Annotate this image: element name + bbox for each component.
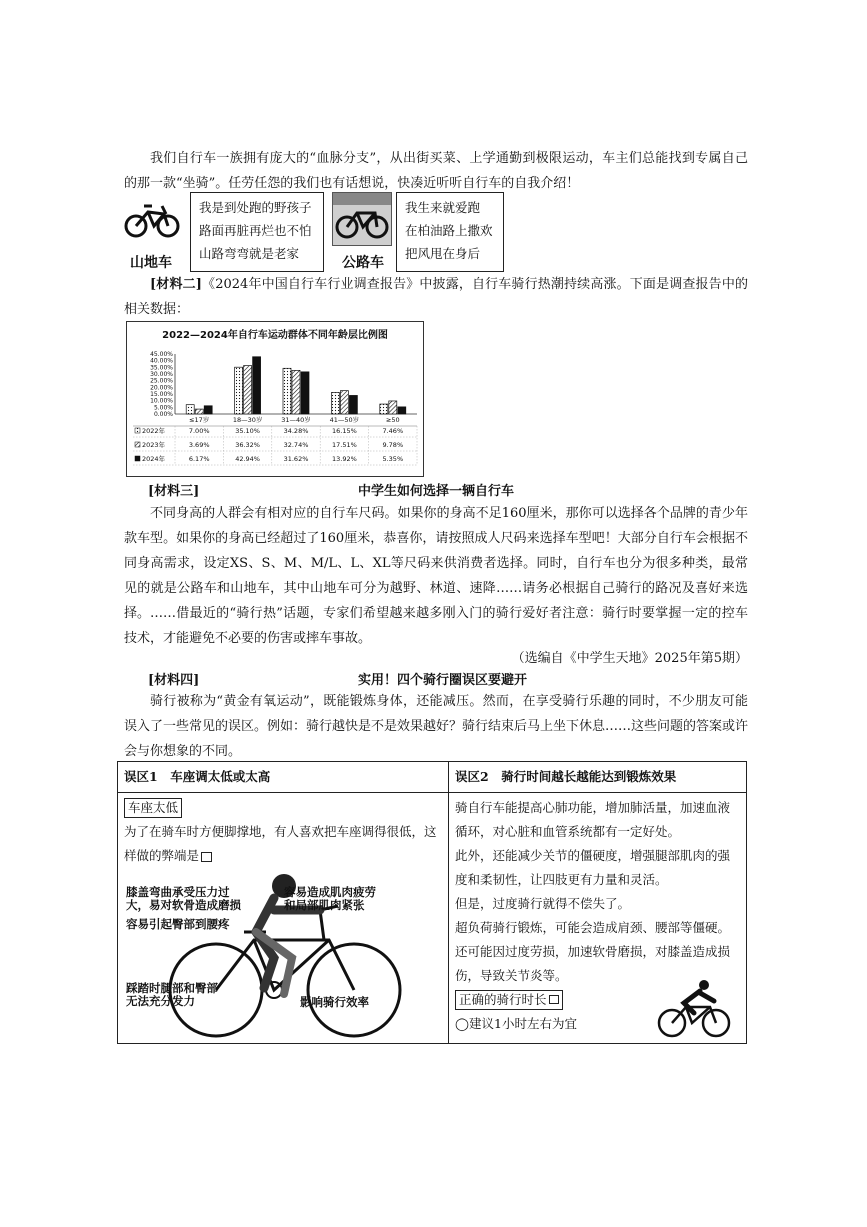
- age-ratio-chart: [126, 321, 424, 477]
- bar: [253, 357, 261, 414]
- bar: [301, 372, 309, 414]
- bar: [398, 407, 406, 414]
- myth1-box: 车座太低: [124, 798, 182, 818]
- y-tick-label: 10.00%: [150, 397, 173, 405]
- bar: [389, 401, 397, 414]
- data-label: 17.51%: [332, 441, 357, 449]
- x-tick-label: ≥50: [385, 416, 400, 424]
- data-label: 42.94%: [235, 455, 260, 463]
- legend-swatch: [135, 442, 140, 447]
- x-tick-label: 18—30岁: [232, 416, 263, 424]
- road-bike-photo: [332, 192, 392, 246]
- road-bike-name: 公路车: [342, 255, 384, 271]
- myth2-line: 但是，过度骑行就得不偿失了。: [455, 896, 631, 911]
- annotation-hip: 容易引起臀部到腰疼: [126, 917, 230, 931]
- y-tick-label: 35.00%: [150, 364, 173, 372]
- data-label: 35.10%: [235, 427, 260, 435]
- data-label: 16.15%: [332, 427, 357, 435]
- y-tick-label: 0.00%: [153, 411, 173, 418]
- data-label: 31.62%: [283, 455, 309, 463]
- myth1-text-content: 为了在骑车时方便脚撑地，有人喜欢把车座调得很低，这样做的弊端是: [124, 824, 437, 863]
- material3-title: 中学生如何选择一辆自行车: [358, 484, 515, 499]
- material3-tag: [材料三]: [148, 484, 200, 499]
- mountain-line: 山路弯弯就是老家: [199, 246, 300, 261]
- myth2-box-label: 正确的骑行时长: [459, 992, 547, 1007]
- y-tick-label: 45.00%: [150, 351, 173, 358]
- material2-text: 《2024年中国自行车行业调查报告》中披露，自行车骑行热潮持续高涨。下面是调查报告中的相关数据：: [124, 277, 748, 317]
- legend-swatch: [135, 456, 140, 461]
- legend-swatch: [135, 428, 140, 433]
- road-line: 在柏油路上撒欢: [405, 223, 493, 238]
- data-label: 7.46%: [382, 427, 404, 435]
- road-line: 把风甩在身后: [405, 246, 481, 261]
- intro-paragraph: 我们自行车一族拥有庞大的“血脉分支”，从出街买菜、上学通勤到极限运动，车主们总能找到专属自己的那一款“坐骑”。任劳任怨的我们也有话想说，快凑近听听自行车的自我介绍！: [124, 151, 748, 191]
- data-label: 32.74%: [283, 441, 309, 449]
- myth2-tip: ◯建议1小时左右为宜: [455, 1016, 577, 1031]
- material4-paragraph: 骑行被称为“黄金有氧运动”，既能锻炼身体，还能减压。然而，在享受骑行乐趣的同时，不少朋友可能误入了一些常见的误区。例如：骑行越快是不是效果越好？骑行结束后马上坐下休息……这些问题的答案或许会与你想象的不同。: [124, 694, 749, 759]
- bar: [195, 409, 203, 414]
- mountain-bike-icon: [124, 196, 180, 240]
- y-tick-label: 15.00%: [150, 391, 173, 398]
- chart-title: 2022—2024年自行车运动群体不同年龄层比例图: [162, 330, 388, 341]
- bar: [283, 368, 291, 414]
- data-label: 5.35%: [382, 455, 404, 463]
- y-tick-label: 25.00%: [150, 377, 173, 385]
- y-tick-label: 30.00%: [150, 371, 173, 378]
- legend-label: 2023年: [142, 441, 166, 449]
- y-tick-label: 40.00%: [150, 357, 173, 365]
- material4-tag: [材料四]: [148, 673, 200, 688]
- cyclist-icon: [656, 979, 732, 1039]
- data-label: 6.17%: [188, 455, 210, 463]
- road-bike-box: [396, 192, 504, 272]
- mountain-bike-box: [190, 192, 324, 272]
- data-label: 7.00%: [188, 427, 210, 435]
- data-label: 13.92%: [332, 455, 357, 463]
- bar: [204, 406, 212, 414]
- material4-title: 实用！四个骑行圈误区要避开: [358, 673, 528, 688]
- chart-plot: [127, 322, 423, 476]
- myth1-cell: [118, 793, 449, 1044]
- comment-icon: [201, 852, 212, 862]
- mountain-line: 我是到处跑的野孩子: [199, 200, 312, 215]
- myths-table: [117, 761, 747, 1044]
- x-tick-label: 31—40岁: [281, 416, 311, 424]
- myth2-line: 骑自行车能提高心肺功能，增加肺活量，加速血液循环，对心脏和血管系统都有一定好处。: [455, 800, 731, 839]
- bar: [292, 370, 300, 414]
- material2-tag: [材料二]: [150, 277, 202, 292]
- legend-label: 2024年: [142, 455, 166, 463]
- material3-source: （选编自《中学生天地》2025年第5期）: [511, 651, 748, 666]
- data-label: 9.78%: [382, 441, 404, 449]
- road-bike-icon: [333, 193, 391, 245]
- x-tick-label: ≤17岁: [189, 416, 210, 424]
- data-label: 36.32%: [235, 441, 260, 449]
- cyclist-illustration: [124, 870, 442, 1040]
- bar: [340, 391, 348, 414]
- bar: [186, 405, 194, 414]
- bar: [331, 392, 339, 414]
- mountain-bike-name: 山地车: [130, 255, 172, 271]
- myth2-title: 误区2 骑行时间越长越能达到锻炼效果: [449, 762, 747, 793]
- myth1-title: 误区1 车座调太低或太高: [118, 762, 449, 793]
- road-line: 我生来就爱跑: [405, 200, 481, 215]
- material3-paragraph-1: 不同身高的人群会有相对应的自行车尺码。如果你的身高不足160厘米，那你可以选择各个品牌的青少年款车型。如果你的身高已经超过了160厘米，恭喜你，请按照成人尺码来选择车型吧！大部分自行车会根据不同身高需求，设定XS、S、M、M/L、L、XL等尺码来供消费者选择。同时，自行车也分为很多种类，最常见的就是公路车和山地车，其中山地车可分为越野、林道、速降……请务必根据自己骑行的路况及喜好来选择。: [124, 506, 748, 621]
- myth2-box: [455, 990, 563, 1010]
- annotation-power: 踩踏时腿部和臀部无法充分发力: [126, 981, 218, 1008]
- annotation-muscle: 容易造成肌肉疲劳和局部肌肉紧张: [284, 885, 376, 912]
- myth2-cell: [449, 793, 747, 1044]
- bar: [244, 366, 252, 414]
- bar: [235, 367, 243, 414]
- bar: [380, 404, 388, 414]
- myth2-line: 此外，还能减少关节的僵硬度，增强腿部肌肉的强度和柔韧性，让四肢更有力量和灵活。: [455, 848, 731, 887]
- data-label: 34.28%: [283, 427, 309, 435]
- bar: [349, 395, 357, 414]
- material2-paragraph: [124, 272, 748, 322]
- annotation-efficiency: 影响骑行效率: [300, 995, 369, 1009]
- y-tick-label: 5.00%: [153, 404, 173, 412]
- myth1-text: [124, 820, 442, 868]
- myth2-line: 超负荷骑行锻炼，可能会造成肩颈、腰部等僵硬。: [455, 920, 731, 935]
- data-label: 3.69%: [188, 441, 210, 449]
- comment-icon: [549, 995, 559, 1004]
- mountain-line: 路面再脏再烂也不怕: [199, 223, 312, 238]
- material3-paragraph-2: ……借最近的“骑行热”话题，专家们希望越来越多刚入门的骑行爱好者注意：骑行时要掌握一定的控车技术，才能避免不必要的伤害或摔车事故。: [124, 606, 748, 646]
- myth2-line: 还可能因过度劳损，加速软骨磨损，对膝盖造成损伤，导致关节炎等。: [455, 944, 731, 983]
- x-tick-label: 41—50岁: [329, 416, 360, 424]
- y-tick-label: 20.00%: [150, 384, 173, 392]
- annotation-knee: 膝盖弯曲承受压力过大，易对软骨造成磨损: [126, 885, 241, 912]
- legend-label: 2022年: [142, 427, 166, 435]
